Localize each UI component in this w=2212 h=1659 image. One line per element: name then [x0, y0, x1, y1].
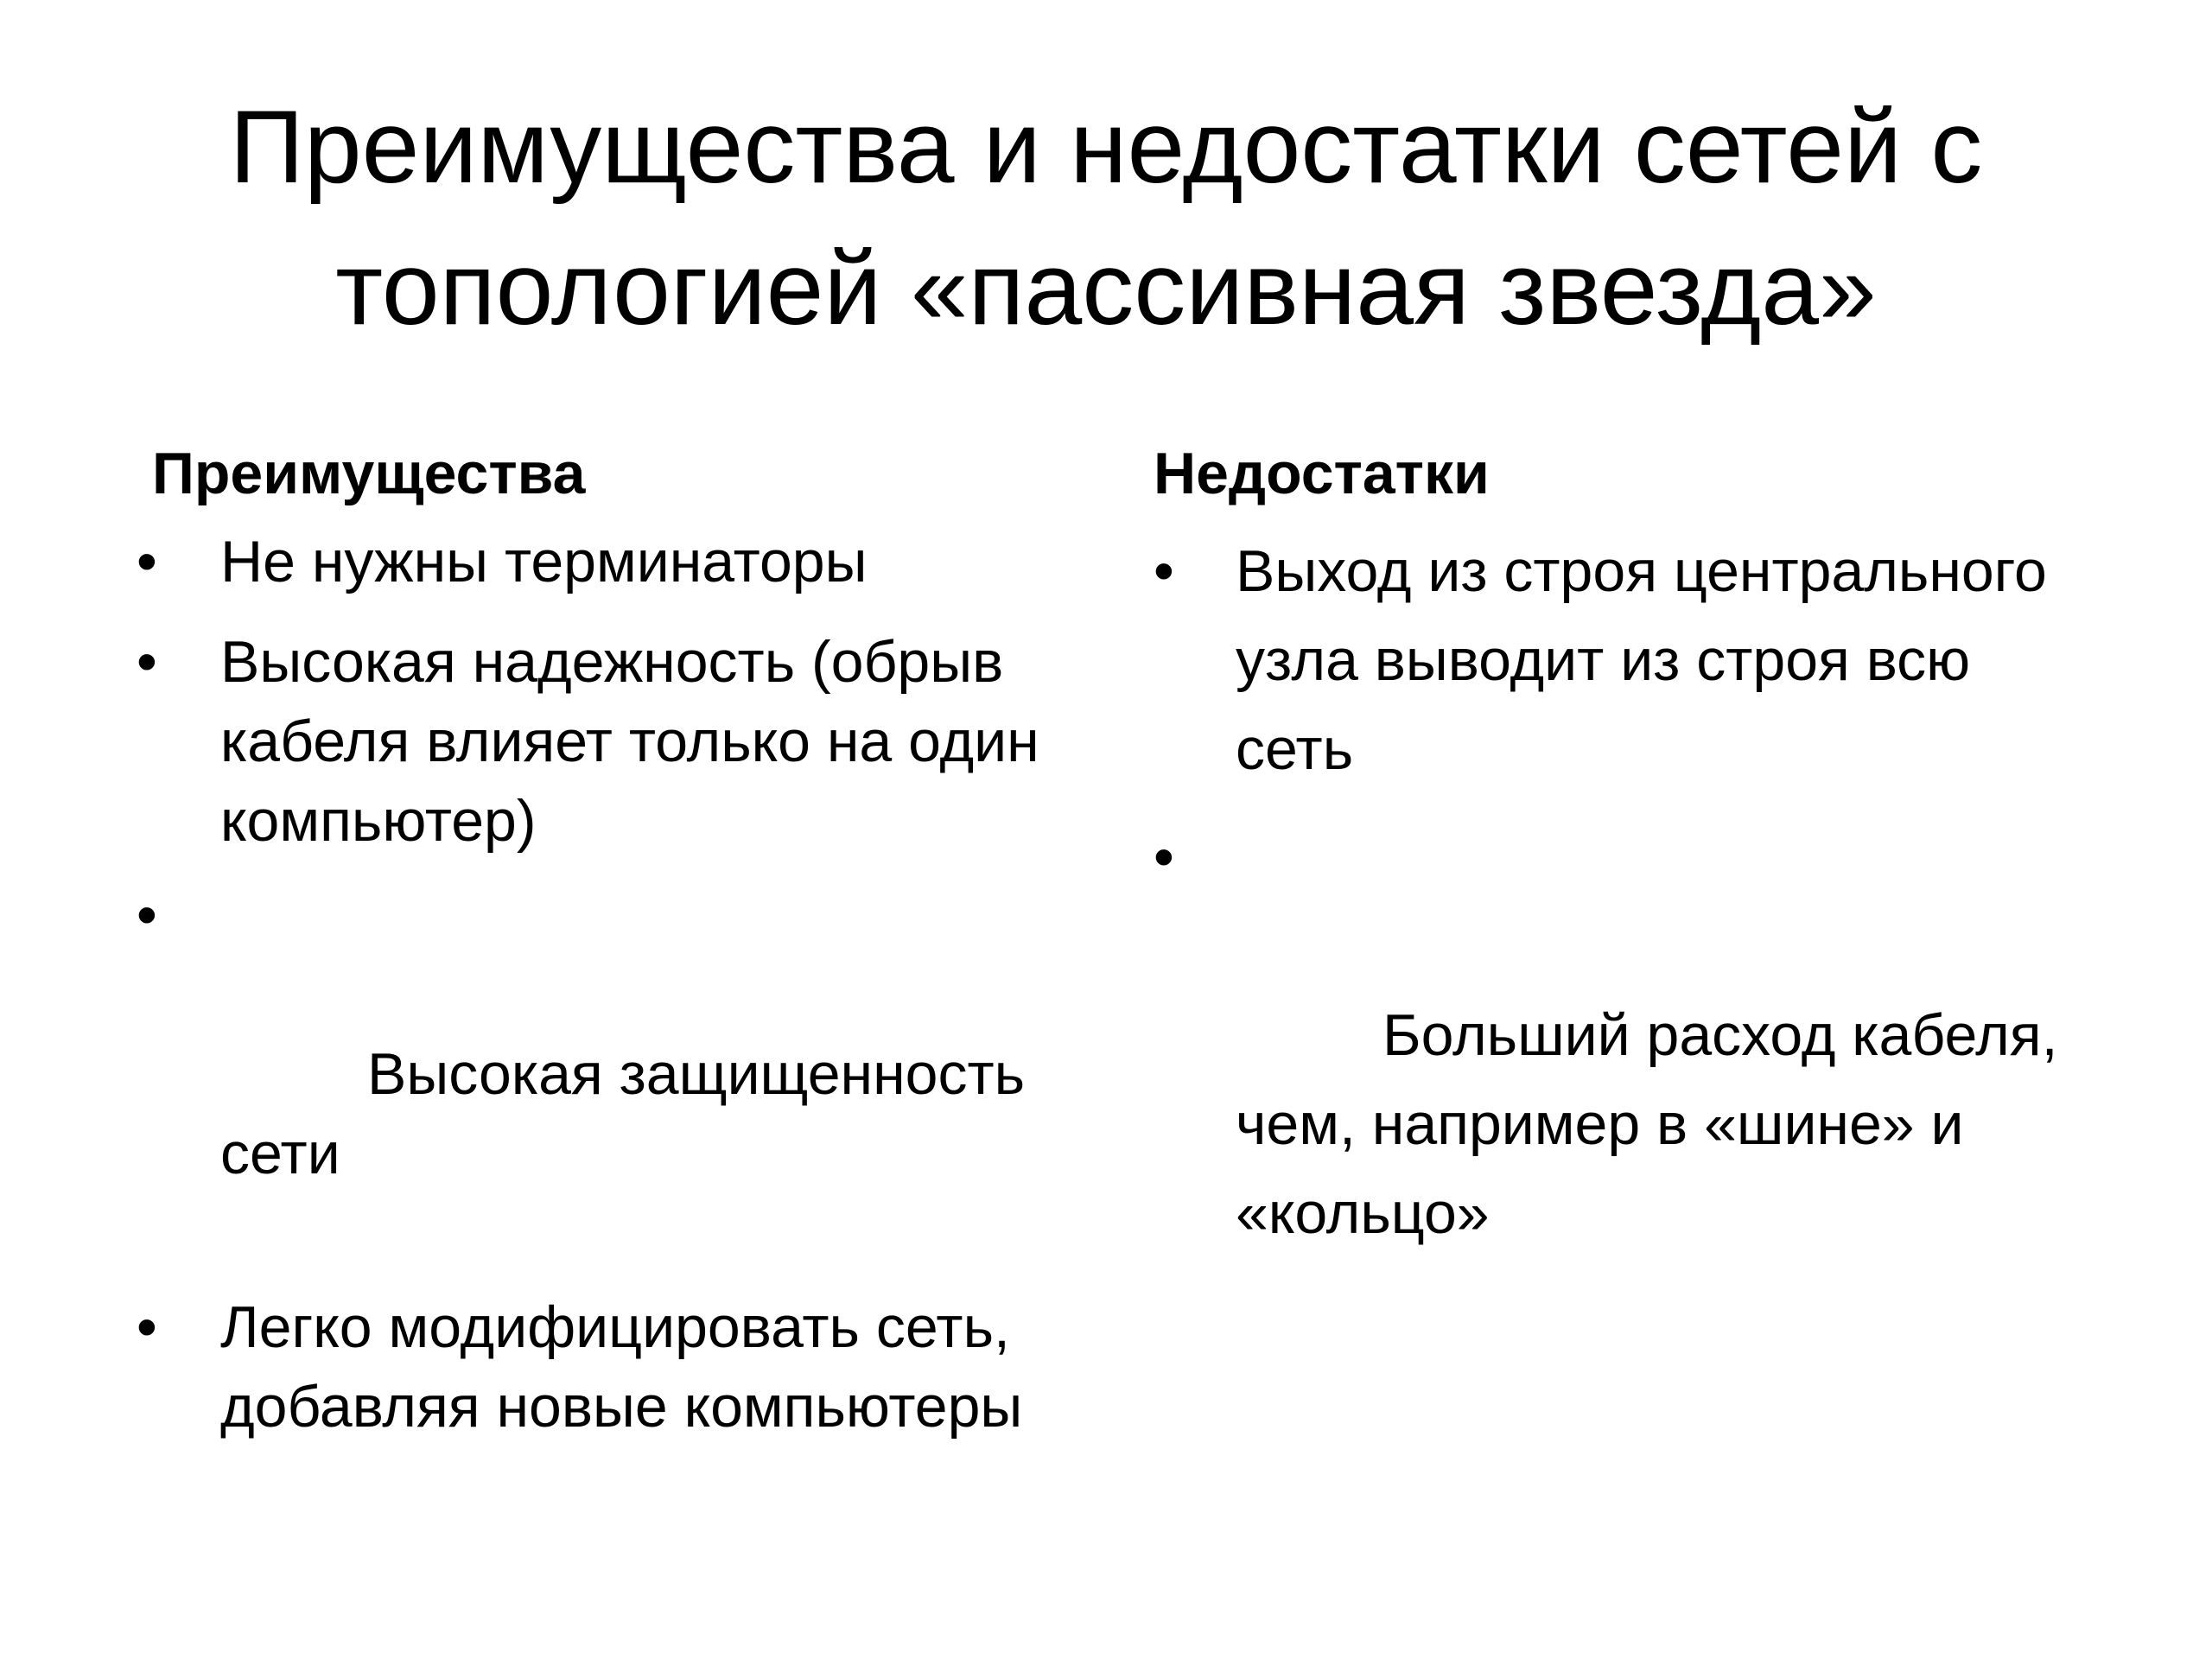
advantages-heading: Преимущества — [152, 441, 586, 506]
advantage-text: Легко модифицировать сеть, добавляя новые компьютеры — [220, 1294, 1023, 1440]
list-item — [130, 875, 1084, 1273]
list-item — [130, 1287, 1084, 1446]
disadvantages-heading: Недостатки — [1154, 441, 1490, 506]
slide-title: Преимущества и недостатки сетей с топологией «пассивная звезда» — [229, 89, 1983, 346]
bullet-icon: • — [137, 629, 157, 695]
bullet-icon: • — [1154, 538, 1174, 604]
list-item — [130, 522, 1071, 601]
list-item — [130, 622, 1067, 861]
advantage-text: Не нужны терминаторы — [220, 529, 868, 594]
bullet-icon: • — [1154, 824, 1174, 890]
list-item — [1154, 813, 2134, 1347]
advantage-text: Высокая надежность (обрыв кабеля влияет только на один компьютер) — [220, 629, 1039, 854]
list-item — [1154, 527, 2100, 794]
advantages-column — [130, 432, 1071, 1461]
disadvantage-text: Больший расход кабеля, чем, например в «шине» и «кольцо» — [1236, 1002, 2075, 1246]
bullet-icon: • — [137, 529, 157, 594]
advantage-text: Высокая защищенность сети — [220, 1041, 1041, 1186]
bullet-icon: • — [137, 882, 157, 948]
disadvantages-column — [1154, 432, 2113, 1366]
disadvantage-text: Выход из строя центрального узла выводит из строя всю сеть — [1236, 538, 2047, 782]
disadvantages-list — [1154, 527, 2113, 1347]
bullet-icon: • — [137, 1294, 157, 1360]
advantages-list — [130, 522, 1071, 1446]
